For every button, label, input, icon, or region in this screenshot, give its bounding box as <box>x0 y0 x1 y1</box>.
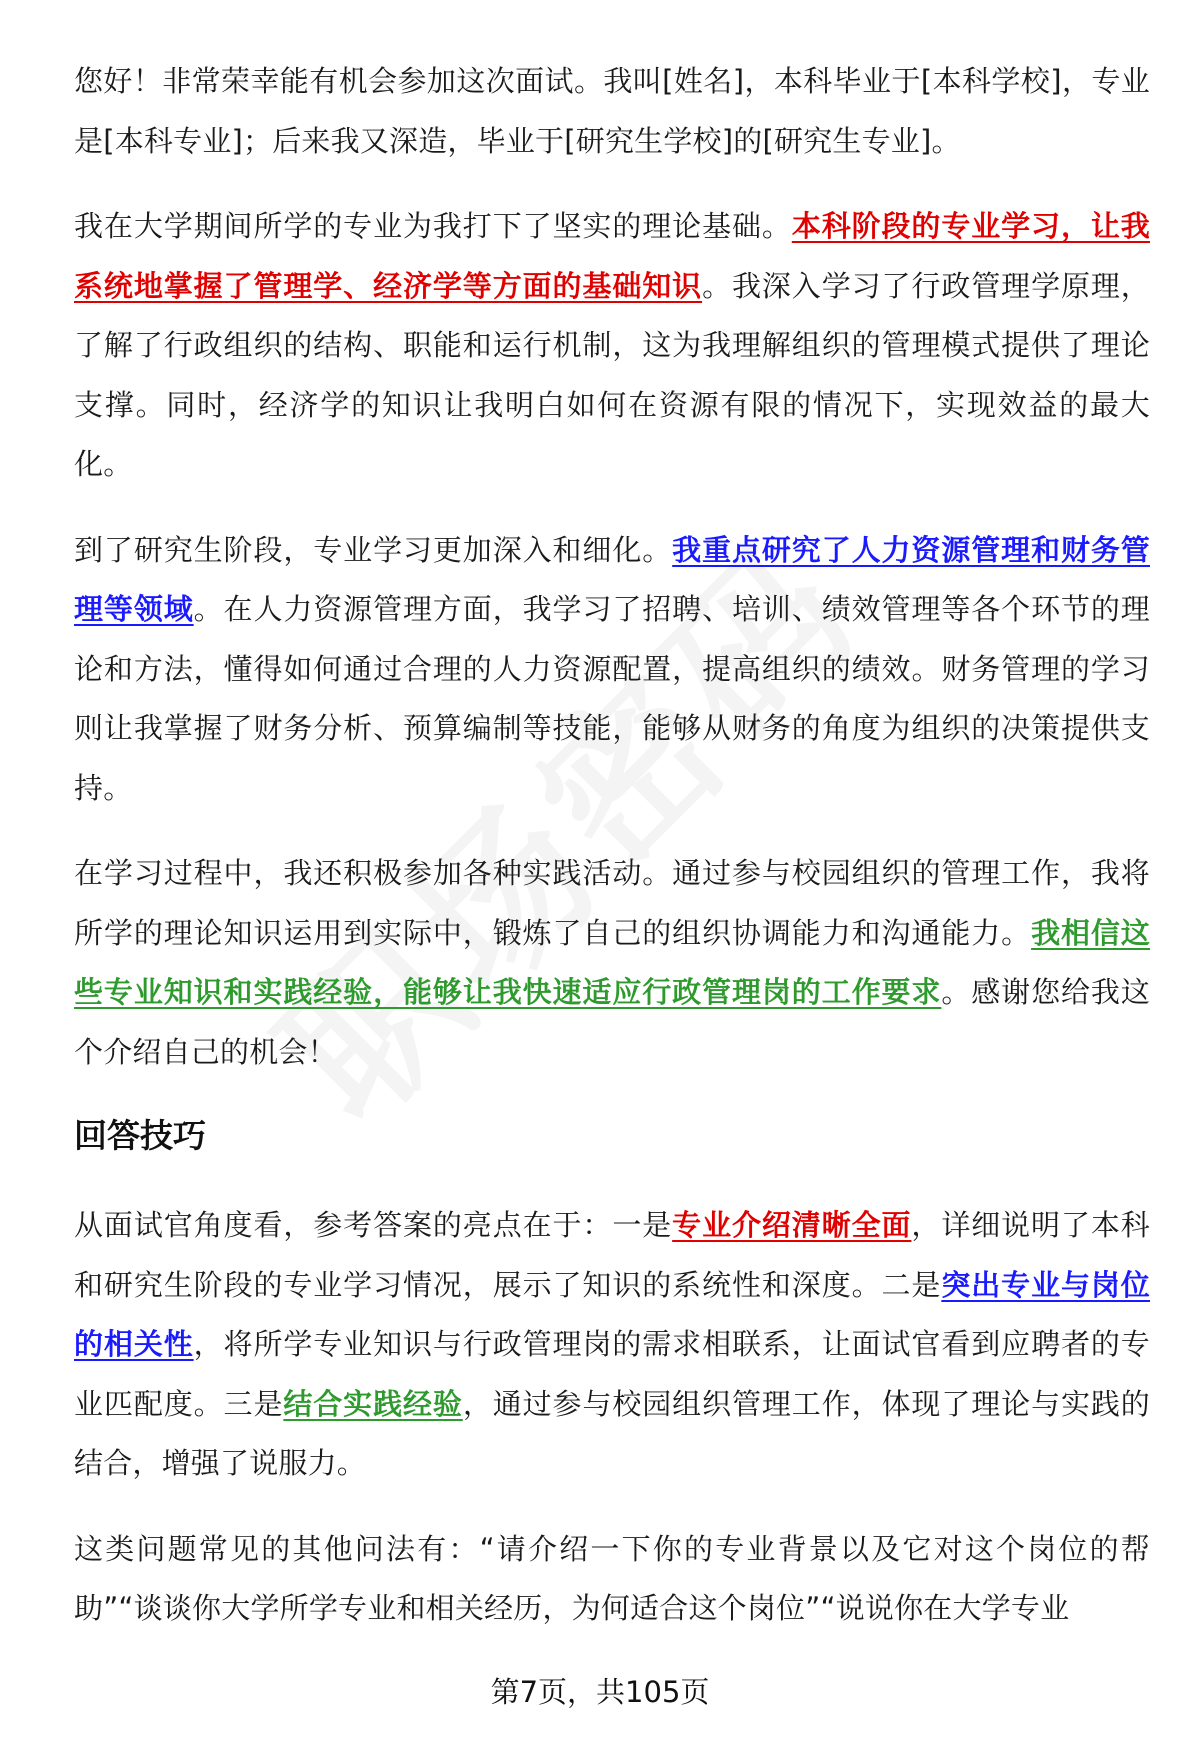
paragraph-graduate <box>74 521 1150 819</box>
paragraph-graduate-before: 到了研究生阶段，专业学习更加深入和细化。 <box>74 532 673 567</box>
paragraph-intro <box>74 52 1150 171</box>
variants-text: 这类问题常见的其他问法有：“请介绍一下你的专业背景以及它对这个岗位的帮助”“谈谈你大学所学专业和相关经历，为何适合这个岗位”“说说你在大学专业 <box>74 1531 1150 1625</box>
tips-text-a: 从面试官角度看，参考答案的亮点在于：一是 <box>74 1208 673 1242</box>
section-title: 回答技巧 <box>74 1116 206 1155</box>
content-area <box>74 52 1150 1665</box>
tips-highlight-red: 专业介绍清晰全面 <box>672 1208 912 1242</box>
paragraph-variants <box>74 1520 1150 1639</box>
highlight-red: 本科阶段的专业学习，让我系统地掌握了管理学、经济学等方面的基础知识 <box>74 209 1150 303</box>
paragraph-practice <box>74 844 1150 1082</box>
tips-text-b: ，详细说明了本科和研究生阶段的专业学习情况，展示了知识的系统性和深度。二是 <box>74 1208 1150 1302</box>
tips-highlight-blue: 突出专业与岗位的相关性 <box>74 1267 1150 1361</box>
highlight-green: 我相信这些专业知识和实践经验，能够让我快速适应行政管理岗的工作要求 <box>74 915 1150 1009</box>
tips-text-d: ，通过参与校园组织管理工作，体现了理论与实践的结合，增强了说服力。 <box>74 1386 1150 1480</box>
paragraph-practice-before: 在学习过程中，我还积极参加各种实践活动。通过参与校园组织的管理工作，我将所学的理论知识运用到实际中，锻炼了自己的组织协调能力和沟通能力。 <box>74 856 1150 950</box>
paragraph-tips <box>74 1196 1150 1494</box>
paragraph-undergrad-after: 。我深入学习了行政管理学原理，了解了行政组织的结构、职能和运行机制，这为我理解组织的管理模式提供了理论支撑。同时，经济学的知识让我明白如何在资源有限的情况下，实现效益的最大化。 <box>74 268 1150 481</box>
tips-text-c: ，将所学专业知识与行政管理岗的需求相联系，让面试官看到应聘者的专业匹配度。三是 <box>74 1327 1150 1421</box>
paragraph-graduate-after: 。在人力资源管理方面，我学习了招聘、培训、绩效管理等各个环节的理论和方法，懂得如何通过合理的人力资源配置，提高组织的绩效。财务管理的学习则让我掌握了财务分析、预算编制等技能，能够从财务的角度为组织的决策提供支持。 <box>74 592 1150 805</box>
paragraph-intro-text: 您好！非常荣幸能有机会参加这次面试。我叫[姓名]，本科毕业于[本科学校]，专业是[本科专业]；后来我又深造，毕业于[研究生学校]的[研究生专业]。 <box>74 64 1150 158</box>
paragraph-undergrad-before: 我在大学期间所学的专业为我打下了坚实的理论基础。 <box>74 209 792 243</box>
highlight-blue: 我重点研究了人力资源管理和财务管理等领域 <box>74 532 1150 626</box>
paragraph-undergrad <box>74 197 1150 495</box>
tips-highlight-green: 结合实践经验 <box>283 1386 463 1421</box>
paragraph-practice-after: 。感谢您给我这个介绍自己的机会！ <box>74 975 1150 1069</box>
page-footer: 第7页，共105页 <box>490 1675 710 1709</box>
